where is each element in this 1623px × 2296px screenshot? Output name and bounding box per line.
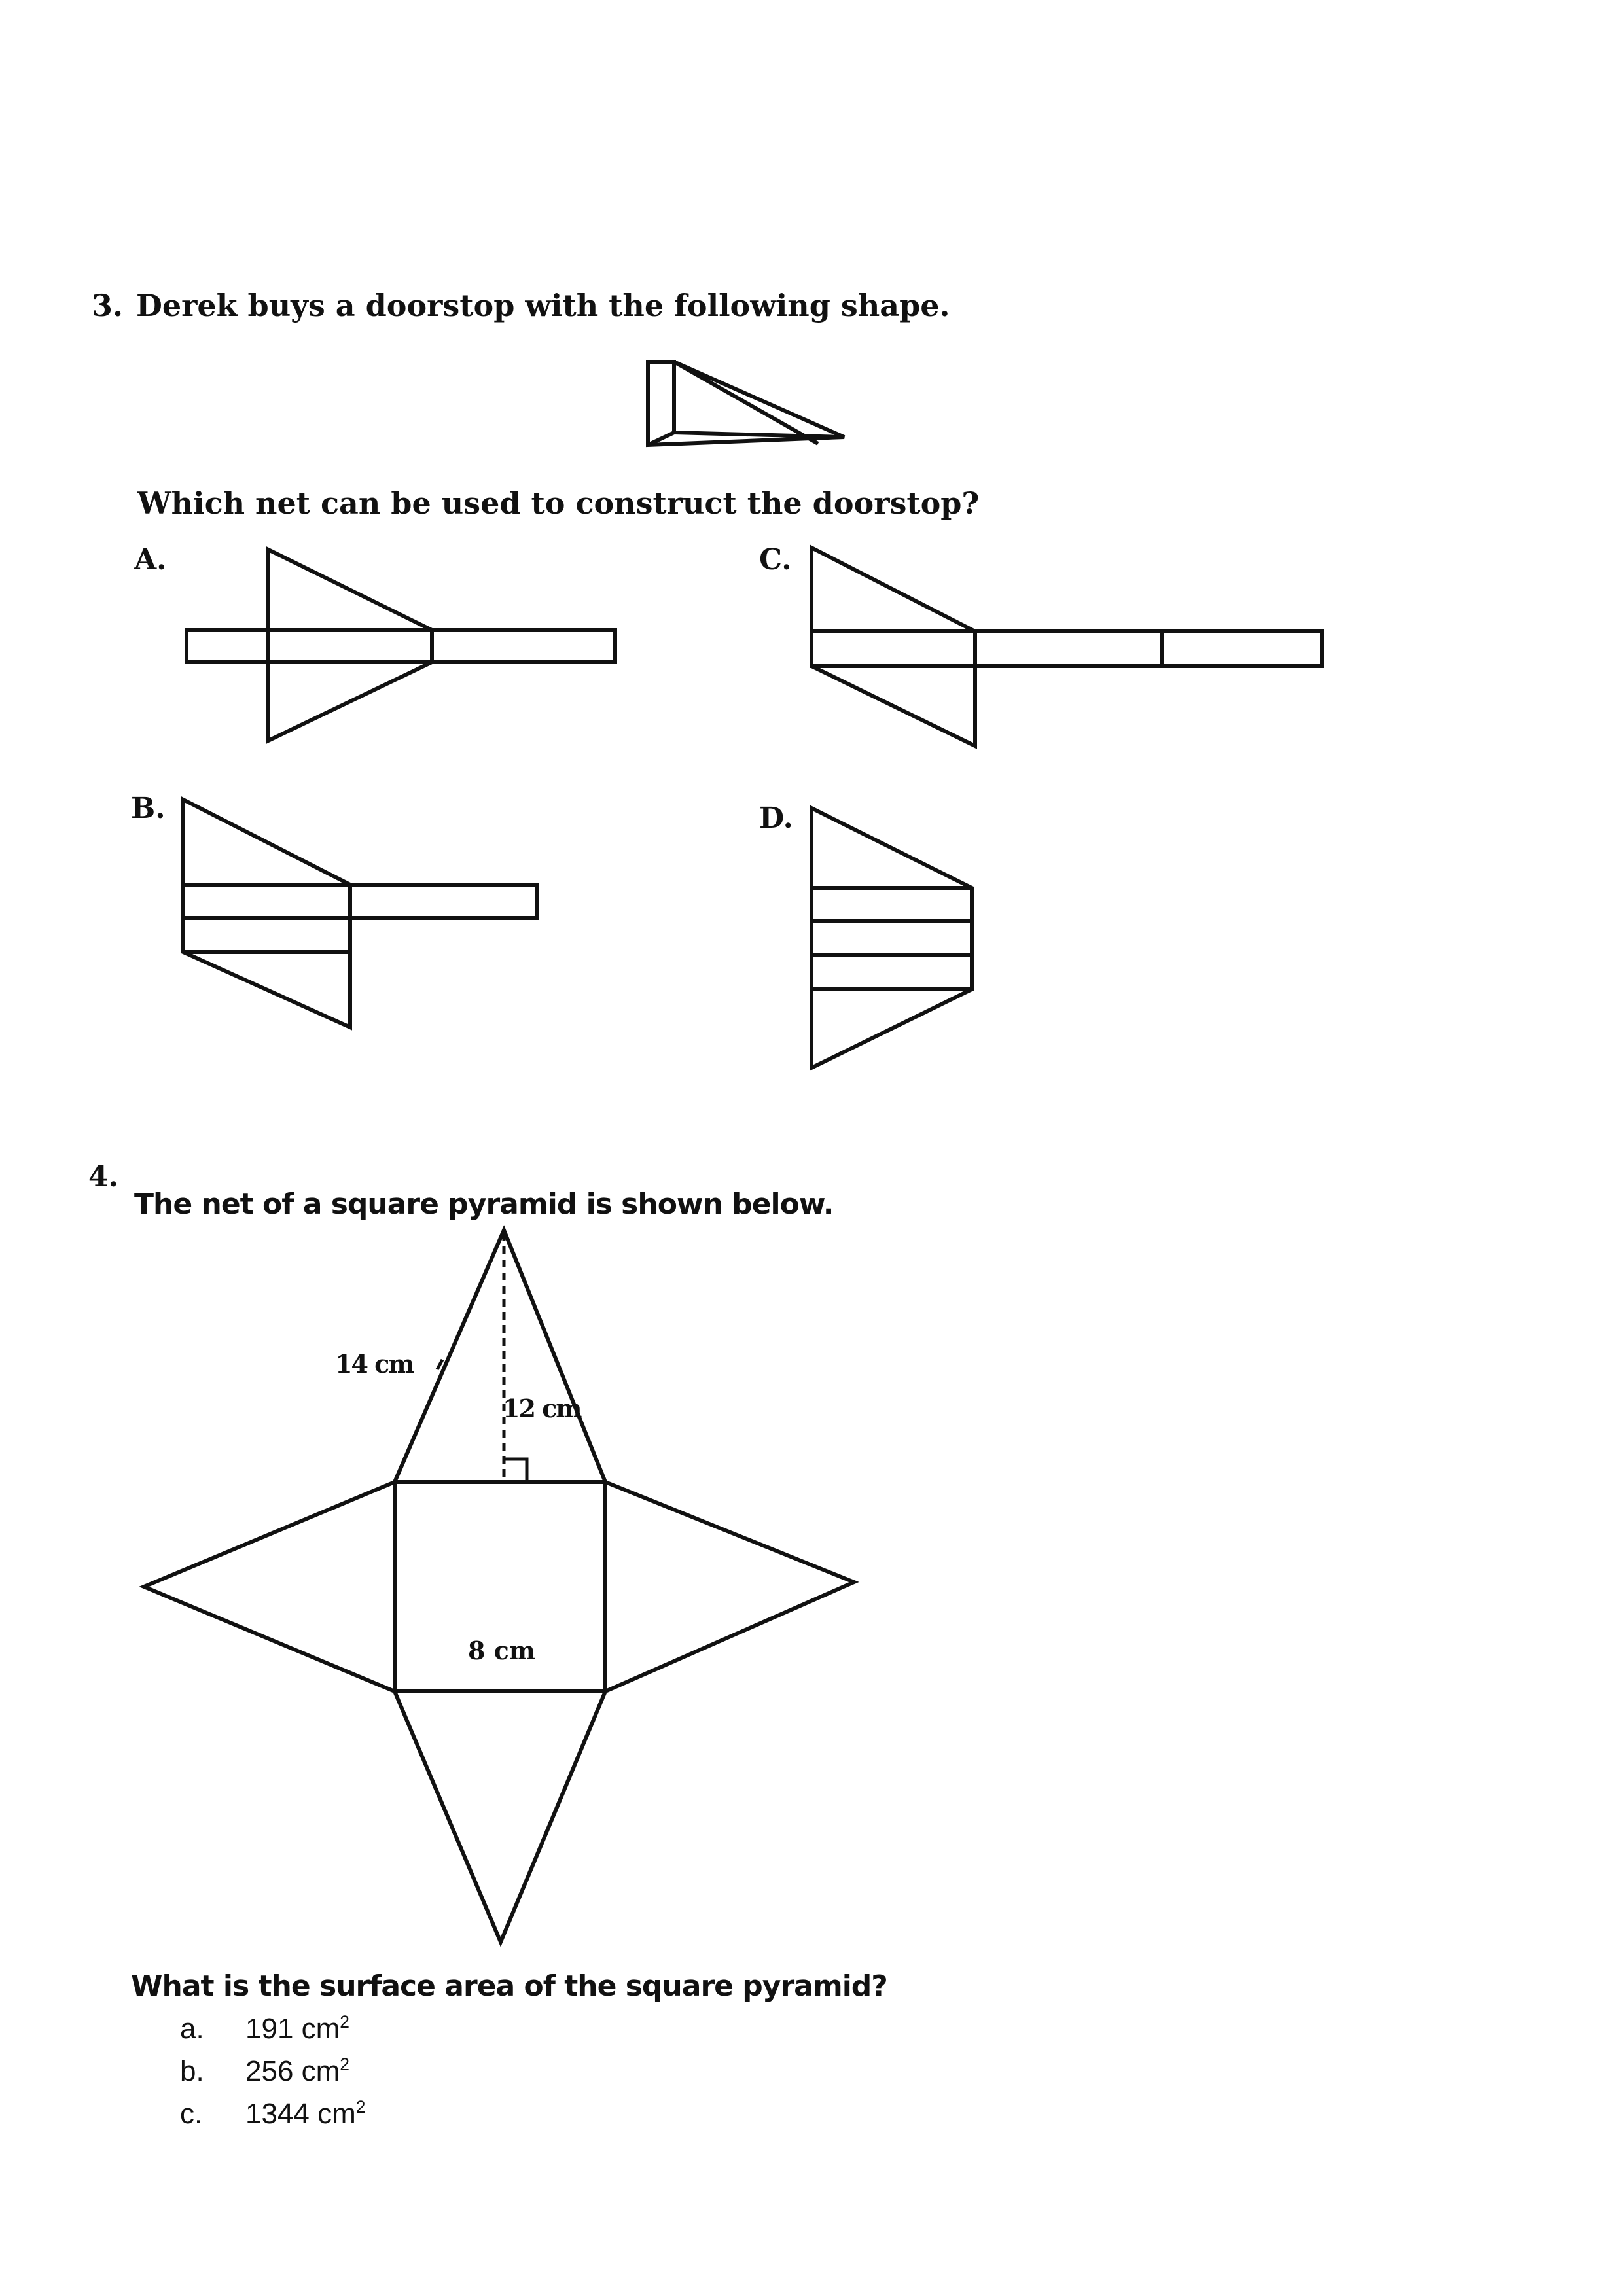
choice-c-exponent: 2 — [355, 2097, 366, 2117]
choice-b[interactable] — [180, 2055, 349, 2088]
choice-a[interactable] — [180, 2012, 349, 2045]
choice-a-exponent: 2 — [340, 2012, 349, 2032]
option-c-label[interactable]: C. — [759, 543, 792, 576]
height-label: 12 cm — [503, 1394, 581, 1423]
slant-height-label: 14 cm — [335, 1349, 414, 1379]
choice-c-letter: c. — [180, 2097, 203, 2130]
choice-a-letter: a. — [180, 2012, 204, 2045]
option-a-label[interactable]: A. — [134, 543, 167, 576]
top-triangle — [395, 1230, 605, 1482]
choice-c-value: 1344 cm — [245, 2097, 356, 2130]
choice-b-letter: b. — [180, 2055, 204, 2087]
choice-b-exponent: 2 — [340, 2055, 349, 2074]
q3-number: 3. — [92, 288, 124, 323]
option-b-label[interactable]: B. — [131, 792, 166, 825]
q3-question: Which net can be used to construct the doorstop? — [137, 486, 980, 521]
choice-a-value: 191 cm — [245, 2012, 340, 2045]
choice-c[interactable] — [180, 2097, 365, 2130]
q4-prompt: The net of a square pyramid is shown below. — [134, 1188, 834, 1221]
q4-number: 4. — [88, 1160, 118, 1193]
right-triangle — [605, 1482, 854, 1691]
q3-prompt: Derek buys a doorstop with the following shape. — [136, 288, 950, 323]
base-edge-label: 8 cm — [468, 1636, 536, 1665]
bottom-triangle — [395, 1691, 605, 1942]
left-triangle — [144, 1482, 395, 1691]
right-angle-mark — [504, 1459, 527, 1482]
choice-b-value: 256 cm — [245, 2055, 340, 2087]
slant-tick — [437, 1360, 442, 1369]
option-d-label[interactable]: D. — [759, 802, 793, 835]
q4-question: What is the surface area of the square pyramid? — [131, 1969, 887, 2003]
